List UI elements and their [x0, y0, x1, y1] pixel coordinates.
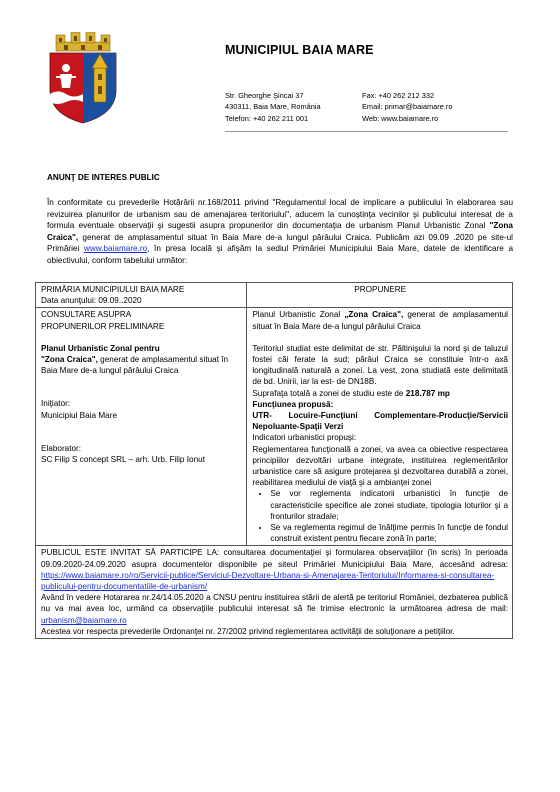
announcement-table	[35, 282, 513, 639]
fax-number: Fax: +40 262 212 332	[362, 91, 435, 100]
announcement-intro	[47, 197, 513, 266]
public-invitation	[41, 547, 508, 592]
issuer-name: PRIMĂRIA MUNICIPIULUI BAIA MARE	[41, 285, 185, 294]
table-footer-cell	[36, 546, 513, 639]
consultation-label-2: PROPUNERILOR PRELIMINARE	[41, 321, 165, 331]
list-item: • Se vor reglementa indicatorii urbanistici în funcţie de caracteristicile specifice ale zonei studiate, tipologia loturilor şi a fronturilor stradale;	[270, 488, 508, 522]
table-header-right	[247, 283, 513, 308]
proposal-heading: PROPUNERE	[354, 285, 407, 294]
function-label: Funcţiunea propusă:	[252, 399, 334, 409]
website-address: Web: www.baiamare.ro	[362, 113, 439, 123]
invitation-text: PUBLICUL ESTE INVITAT SĂ PARTICIPE LA: consultarea documentaţiei şi formularea observaţiilor (în scris) în perioada 09.09.2020-24.09.2020 asupra documentelor disponibile pe siteul Primăriei Municipiului Baia Mare, accesând adresa:	[41, 548, 508, 569]
table-footer-row	[36, 546, 513, 639]
proposal-plan-text: Planul Urbanistic Zonal	[252, 310, 345, 320]
contact-online	[362, 90, 452, 124]
function-value: UTR- Locuire-Funcţiuni Complementare-Producţie/Servicii Nepoluante-Spaţii Verzi	[252, 411, 508, 432]
phone-number: Telefon: +40 262 211 001	[225, 113, 309, 123]
intro-text-2: generat de amplasamentul situat în Baia Mare de-a lungul pârâului Craica. Publicăm azi 09.09 .2020 pe site-ul Primăriei	[47, 232, 513, 254]
regulation-description: Reglementarea funcţională a zonei, va avea ca obiective respectarea principiilor dezvoltări urbane integrate, instituirea reglementărilor urbanistice care să asigure protejarea şi dezvoltarea durabilă a zonei, reabilitarea mediului de viaţă şi a ambianţei zonei	[252, 444, 508, 488]
proposal-plan-rest: generat de amplasamentul situat în Baia Mare de-a lungul pârâului Craica	[252, 310, 508, 331]
header-divider	[225, 131, 508, 132]
municipality-title: MUNICIPIUL BAIA MARE	[225, 43, 374, 57]
plan-description	[41, 354, 242, 376]
address-street: Str. Gheorghe Şincai 37	[225, 91, 304, 100]
elaborator-value: SC Filip S concept SRL – arh. Urb. Filip Ionut	[41, 455, 205, 465]
announcement-heading: ANUNŢ DE INTERES PUBLIC	[47, 173, 160, 182]
proposal-plan	[252, 309, 508, 331]
urbanism-email-link[interactable]: urbanism@baiamare.ro	[41, 615, 127, 625]
consultation-label: CONSULTARE ASUPRA	[41, 310, 132, 320]
plan-zone-name: "Zona Craica",	[41, 355, 98, 365]
indicators-label: Indicatori urbanistici propuşi:	[252, 433, 357, 443]
initiator-value: Municipiul Baia Mare	[41, 410, 117, 420]
total-area-value: 218.787 mp	[405, 388, 450, 398]
study-area-description: Teritoriul studiat este delimitat de str. Păltinişului la nord şi de taluzul fostei căi ferate la sud; pârâul Craica se constituie într-o axă longitudinală naturală a zonei. La vest, zona studiată este delimitată de bd. Unirii, iar la est- de DN18B.	[252, 343, 508, 387]
table-left-cell	[36, 308, 247, 546]
elaborator-label: Elaborator:	[41, 443, 82, 453]
documentation-link[interactable]: https://www.baiamare.ro/ro/Servicii-publice/Serviciul-Dezvoltare-Urbana-si-Amenajarea-Teritoriului/Informarea-si-consultarea-publicului-pentru-documentatiile-de-urbanism/	[41, 570, 495, 592]
address-city: 430311, Baia Mare, România	[225, 102, 321, 112]
plan-title: Planul Urbanistic Zonal pentru	[41, 343, 160, 353]
table-right-cell	[247, 308, 513, 546]
intro-zone-name: "Zona Craica",	[47, 221, 513, 242]
contact-address	[225, 90, 321, 124]
alert-notice	[41, 592, 508, 626]
ordinance-notice: Acestea vor respecta prevederile Ordonanţei nr. 27/2002 privind reglementarea activităţii de soluţionare a petiţiilor.	[41, 626, 455, 636]
initiator-label: Iniţiator:	[41, 399, 71, 409]
email-address: Email: primar@baiamare.ro	[362, 102, 453, 112]
announcement-date: Data anunţului: 09.09..2020	[41, 296, 142, 306]
list-item: • Se va reglementa regimul de înălţime permis în funcţie de fondul construit existent pentru fiecare zonă în parte;	[270, 522, 508, 544]
intro-text-3: , în presa locală şi afişăm la sediul Primăriei Municipiului Baia Mare, datele de identificare a obiectivului, conform tabelului următor:	[47, 244, 513, 265]
plan-rest: generat de amplasamentul situat în Baia Mare de-a lungul pârâului Craica	[41, 355, 229, 376]
intro-text: În conformitate cu prevederile Hotărârii nr.168/2011 privind "Regulamentul local de implicare a publicului în elaborarea sau revizuirea planurilor de urbanism sau de amenajarea teritoriului", aducem la cunoştinţa vecinilor şi publicului interesat de a formula eventuale observaţii şi sugestii asupra propunerilor din documentaţia de urbanism Planul Urbanistic Zonal	[47, 198, 513, 231]
regulation-list	[252, 488, 508, 544]
total-area-label: Suprafaţa totală a zonei de studiu este de	[252, 388, 406, 398]
proposal-zone-name: „Zona Craica",	[344, 310, 404, 320]
alert-text: Având în vedere Hotararea nr.24/14.05.2020 a CNSU pentru instituirea stării de alertă pe teritoriul României, dezbaterea publică nu va mai avea loc, urmând ca observaţiile publicului interesat să fie trimise electronic la următoarea adresa de mail:	[41, 593, 508, 614]
table-header-left	[36, 283, 247, 308]
total-area	[252, 388, 508, 399]
table-header-row	[36, 283, 513, 308]
website-link[interactable]: www.baiamare.ro	[83, 244, 148, 254]
coat-of-arms-icon	[42, 32, 124, 124]
table-body-row	[36, 308, 513, 546]
